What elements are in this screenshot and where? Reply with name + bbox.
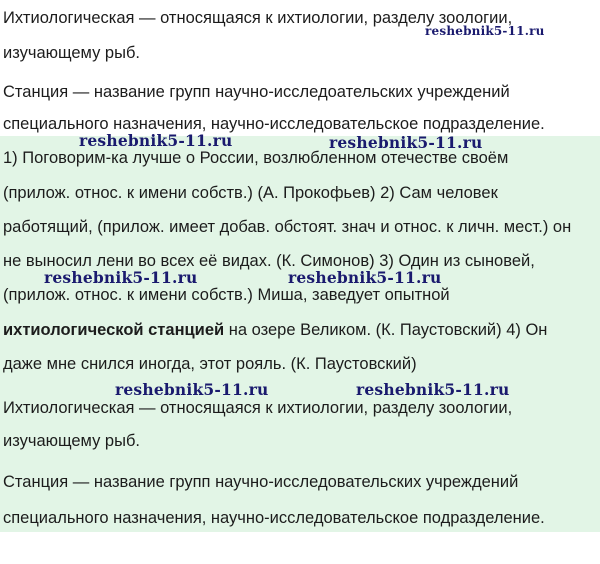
definition-line: изучающему рыб. bbox=[3, 432, 140, 450]
answer-line: не выносил лени во всех её видах. (К. Симонов) 3) Один из сыновей, bbox=[3, 252, 535, 270]
watermark-text: reshebnik5-11.ru bbox=[425, 24, 545, 38]
watermark-text: reshebnik5-11.ru bbox=[356, 380, 510, 399]
definition-line: Станция — название групп научно-исследовательских учреждений bbox=[3, 473, 519, 491]
watermark-text: reshebnik5-11.ru bbox=[329, 133, 483, 152]
definition-line: Станция — название групп научно-исследоательских учреждений bbox=[3, 83, 510, 101]
definition-line: специального назначения, научно-исследовательское подразделение. bbox=[3, 509, 545, 527]
highlighted-term: ихтиологической станцией bbox=[3, 321, 225, 339]
answer-line: работящий, (прилож. имеет добав. обстоят. знач и относ. к личн. мест.) он bbox=[3, 218, 572, 236]
definition-line: Ихтиологическая — относящаяся к ихтиологии, разделу зоологии, bbox=[3, 9, 513, 27]
answer-line bbox=[3, 320, 547, 340]
answer-line: 1) Поговорим-ка лучше о России, возлюбленном отечестве своём bbox=[3, 149, 509, 167]
watermark-text: reshebnik5-11.ru bbox=[79, 131, 233, 150]
watermark-text: reshebnik5-11.ru bbox=[115, 380, 269, 399]
watermark-text: reshebnik5-11.ru bbox=[288, 268, 442, 287]
answer-line: даже мне снился иногда, этот рояль. (К. Паустовский) bbox=[3, 355, 417, 373]
watermark-text: reshebnik5-11.ru bbox=[44, 268, 198, 287]
answer-line: (прилож. относ. к имени собств.) Миша, заведует опытной bbox=[3, 286, 450, 304]
answer-line-rest: на озере Великом. (К. Паустовский) 4) Он bbox=[224, 321, 548, 339]
definition-line: изучающему рыб. bbox=[3, 44, 140, 62]
answer-line: (прилож. относ. к имени собств.) (А. Прокофьев) 2) Сам человек bbox=[3, 184, 498, 202]
definition-line: Ихтиологическая — относящаяся к ихтиологии, разделу зоологии, bbox=[3, 399, 513, 417]
definition-line: специального назначения, научно-исследовательское подразделение. bbox=[3, 115, 545, 133]
